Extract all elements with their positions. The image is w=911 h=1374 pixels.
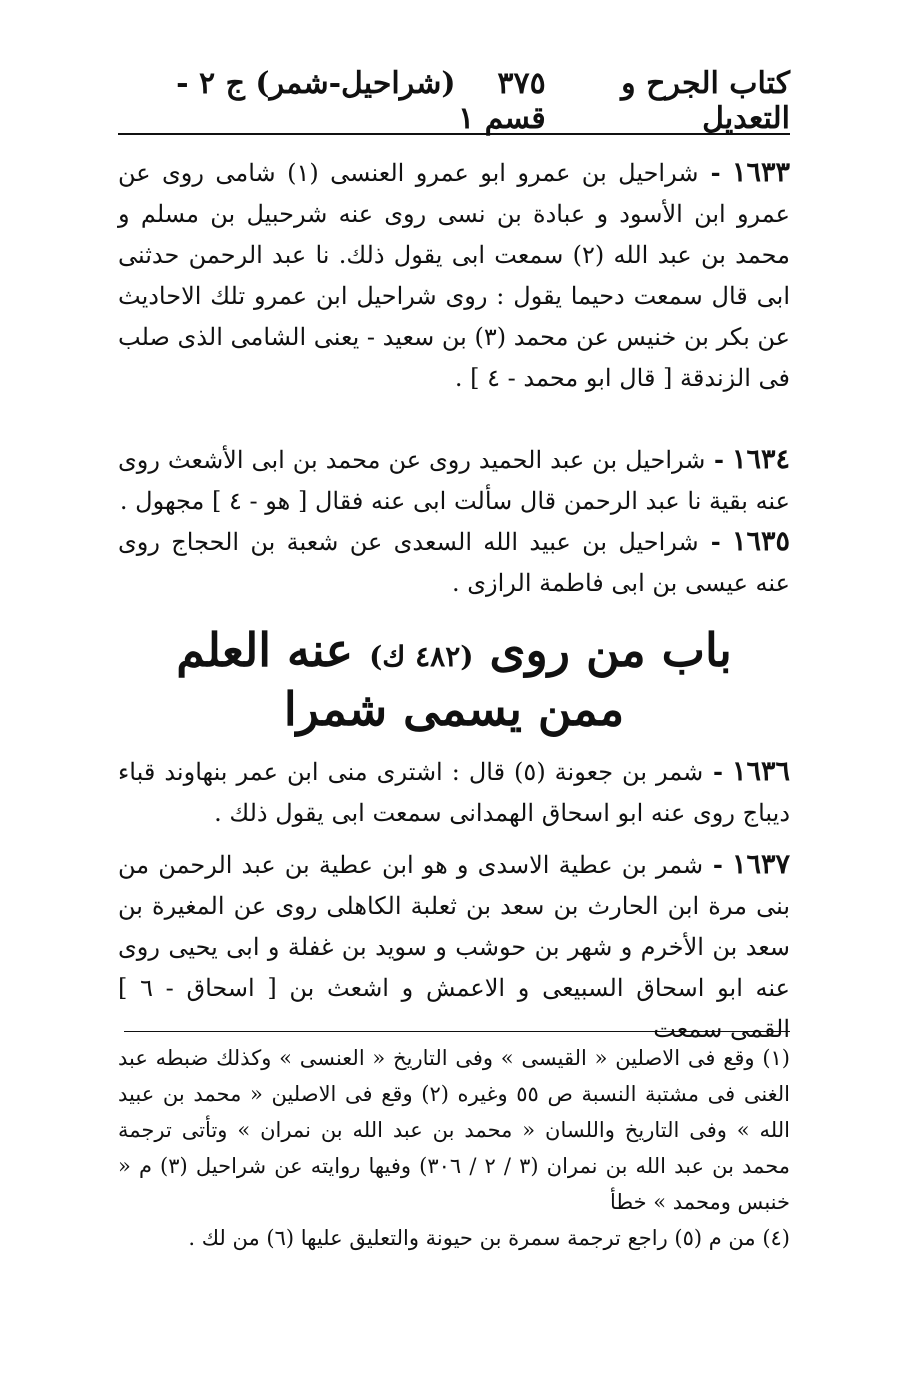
footnote-divider xyxy=(124,1031,790,1032)
header-divider xyxy=(118,133,790,135)
entry-1637 xyxy=(118,844,790,1050)
entry-number: ١٦٣٧ xyxy=(731,849,790,880)
entry-number: ١٦٣٥ xyxy=(731,526,790,557)
entry-dash: - xyxy=(698,527,721,556)
entry-text: شراحيل بن عبيد الله السعدى عن شعبة بن الحجاج روى عنه عيسى بن ابى فاطمة الرازى . xyxy=(118,528,790,597)
chapter-ref: (٤٨٢ ك) xyxy=(369,640,474,673)
entry-1633 xyxy=(118,152,790,399)
chapter-heading-line2: ممن يسمى شمرا xyxy=(283,682,625,736)
entry-text: شراحيل بن عبد الحميد روى عن محمد بن ابى الأشعث روى عنه بقية نا عبد الرحمن قال سألت ابى عنه فقال [ هو - ٤ ] مجهول . xyxy=(118,446,790,515)
entry-text: شمر بن عطية الاسدى و هو ابن عطية بن عبد الرحمن من بنى مرة ابن الحارث بن سعد بن ثعلبة الكاهلى روى عن المغيرة بن سعد بن الأخرم و شهر بن حوشب و سويد بن غفلة و ابى يحيى روى عنه ابو اسحاق السبيعى و الاعمش و اشعث بن [ اسحاق - ٦ ] القمى سمعت xyxy=(118,851,790,1043)
page-number: ٣٧٥ xyxy=(497,66,546,101)
entry-text: شمر بن جعونة (٥) قال : اشترى منى ابن عمر بنهاوند قباء ديباج روى عنه ابو اسحاق الهمدانى سمعت ابى يقول ذلك . xyxy=(118,758,790,827)
entry-1636 xyxy=(118,751,790,834)
entry-number: ١٦٣٣ xyxy=(731,157,790,188)
book-title: كتاب الجرح و التعديل xyxy=(621,66,790,136)
chapter-title-start: باب من روى xyxy=(489,623,732,677)
footnote-paragraph: (٤) من م (٥) راجع ترجمة سمرة بن حيونة والتعليق عليها (٦) من لك . xyxy=(188,1226,790,1250)
entry-1635 xyxy=(118,521,790,604)
entry-dash: - xyxy=(703,850,723,879)
entry-1634 xyxy=(118,439,790,522)
entry-dash: - xyxy=(698,158,721,187)
entry-dash: - xyxy=(705,445,725,474)
chapter-title-end: عنه العلم xyxy=(176,623,354,677)
footnote-paragraph: (١) وقع فى الاصلين « القيسى » وفى التاريخ « العنسى » وكذلك ضبطه عبد الغنى فى مشتبة النسبة ص ٥٥ وغيره (٢) وقع فى الاصلين « محمد بن عبيد الله » وفى التاريخ واللسان « محمد بن عبد الله بن نمران » وتأتى ترجمة محمد بن عبد الله بن نمران (٣ / ٢ / ٣٠٦) وفيها روايته عن شراحيل (٣) م « خنبس ومحمد » خطأ xyxy=(118,1046,791,1214)
header-info xyxy=(118,66,546,136)
running-header xyxy=(118,66,790,136)
chapter-heading-line1 xyxy=(118,622,790,685)
footnotes xyxy=(118,1040,790,1256)
entry-dash: - xyxy=(703,757,723,786)
section-info: (شراحيل-شمر) ج ٢ - قسم ١ xyxy=(176,66,546,136)
entry-number: ١٦٣٤ xyxy=(732,444,791,475)
entry-number: ١٦٣٦ xyxy=(731,756,790,787)
entry-text: شراحيل بن عمرو ابو عمرو العنسى (١) شامى روى عن عمرو ابن الأسود و عبادة بن نسى روى عنه شرحبيل بن مسلم و محمد بن عبد الله (٢) سمعت ابى يقول ذلك. نا عبد الرحمن حدثنى ابى قال سمعت دحيما يقول : روى شراحيل ابن عمرو تلك الاحاديث عن بكر بن خنيس عن محمد (٣) بن سعيد - يعنى الشامى الذى صلب فى الزندقة [ قال ابو محمد - ٤ ] . xyxy=(118,159,790,392)
